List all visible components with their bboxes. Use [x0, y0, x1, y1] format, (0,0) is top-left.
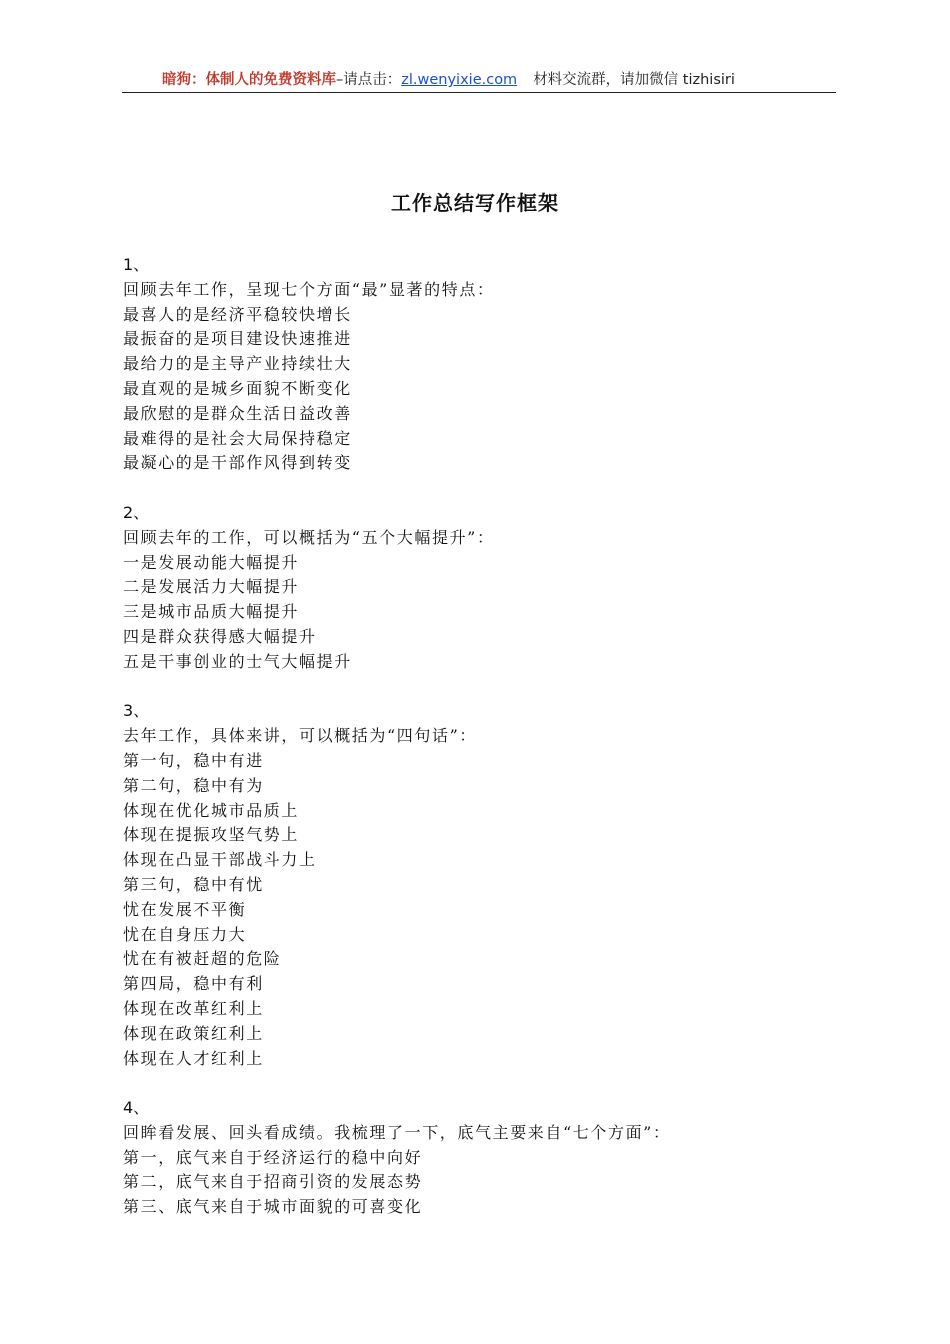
section-number: 1、: [123, 255, 150, 274]
header-brand: 暗狗：体制人的免费资料库: [162, 72, 336, 88]
list-item: 体现在凸显干部战斗力上: [123, 850, 317, 870]
list-item: 最凝心的是干部作风得到转变: [123, 453, 352, 473]
list-item: 五是干事创业的士气大幅提升: [123, 651, 352, 671]
section-4: [123, 1096, 823, 1220]
list-item: 一是发展动能大幅提升: [123, 552, 300, 572]
section-number: 2、: [123, 502, 150, 522]
list-item: 体现在改革红利上: [123, 998, 264, 1018]
section-number: 3、: [123, 701, 150, 721]
list-item: 最喜人的是经济平稳较快增长: [123, 304, 352, 324]
section-2: [123, 501, 823, 675]
section-3: [123, 699, 823, 1071]
section-1: [123, 253, 823, 476]
section-intro: 去年工作，具体来讲，可以概括为“四句话”：: [123, 726, 477, 746]
list-item: 第四局，稳中有利: [123, 974, 264, 994]
list-item: 三是城市品质大幅提升: [123, 602, 300, 622]
list-item: 四是群众获得感大幅提升: [123, 626, 317, 646]
section-intro: 回眸看发展、回头看成绩。我梳理了一下，底气主要来自“七个方面”：: [123, 1122, 671, 1142]
header-text: [162, 70, 735, 90]
list-item: 第二句，稳中有为: [123, 775, 264, 795]
list-item: 最直观的是城乡面貌不断变化: [123, 378, 352, 398]
list-item: 第三、底气来自于城市面貌的可喜变化: [123, 1197, 423, 1217]
section-intro: 回顾去年工作，呈现七个方面“最”显著的特点：: [123, 279, 495, 299]
header-click-prompt: –请点击：: [336, 72, 402, 88]
list-item: 二是发展活力大幅提升: [123, 577, 300, 597]
list-item: 第一，底气来自于经济运行的稳中向好: [123, 1147, 423, 1167]
list-item: 体现在政策红利上: [123, 1023, 264, 1043]
page-header: [122, 70, 836, 93]
list-item: 忧在有被赶超的危险: [123, 949, 282, 969]
section-number: 4、: [123, 1098, 150, 1118]
list-item: 体现在人才红利上: [123, 1048, 264, 1068]
document-body: [123, 253, 823, 1245]
list-item: 体现在优化城市品质上: [123, 800, 300, 820]
header-link[interactable]: zl.wenyixie.com: [401, 72, 518, 88]
list-item: 忧在发展不平衡: [123, 899, 247, 919]
list-item: 最给力的是主导产业持续壮大: [123, 354, 352, 374]
list-item: 最欣慰的是群众生活日益改善: [123, 403, 352, 423]
list-item: 第三句，稳中有忧: [123, 874, 264, 894]
list-item: 忧在自身压力大: [123, 924, 247, 944]
list-item: 最难得的是社会大局保持稳定: [123, 428, 352, 448]
section-intro: 回顾去年的工作，可以概括为“五个大幅提升”：: [123, 527, 495, 547]
list-item: 体现在提振攻坚气势上: [123, 825, 300, 845]
list-item: 第二，底气来自于招商引资的发展态势: [123, 1172, 423, 1192]
header-note: 材料交流群，请加微信 tizhisiri: [533, 72, 735, 88]
list-item: 第一句，稳中有进: [123, 750, 264, 770]
document-title: 工作总结写作框架: [391, 191, 559, 215]
list-item: 最振奋的是项目建设快速推进: [123, 329, 352, 349]
